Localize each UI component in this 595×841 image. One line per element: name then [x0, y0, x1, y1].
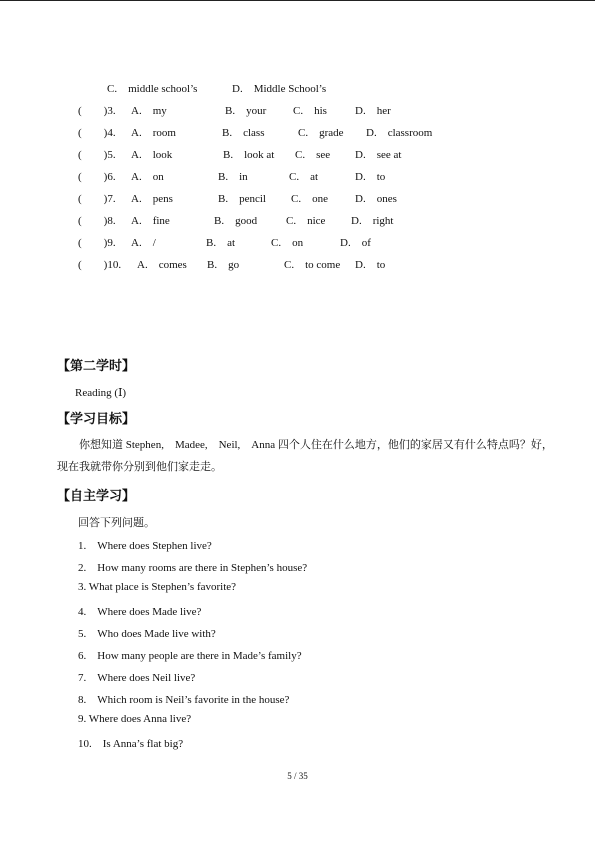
option-b: B. go	[207, 259, 240, 271]
learning-goals-text: 你想知道 Stephen, Madee, Neil, Anna 四个人住在什么地方，他们的家居又有什么特点吗？好，现在我就带你分别到他们家走走。	[57, 439, 553, 473]
option-a: A. fine	[131, 215, 170, 227]
option-d: D. see at	[355, 149, 402, 161]
mc-question-row	[0, 124, 595, 138]
question-number: ( )9.	[78, 237, 116, 249]
option-d: D. classroom	[366, 127, 433, 139]
mc-question-row	[0, 212, 595, 226]
option-c: C. grade	[298, 127, 344, 139]
option-c: C. at	[289, 171, 319, 183]
option-d: D. ones	[355, 193, 397, 205]
mc-question-row	[0, 190, 595, 204]
question-number: ( )6.	[78, 171, 116, 183]
answer-prompt: 回答下列问题。	[78, 517, 155, 529]
option-c: C. on	[271, 237, 304, 249]
option-c: C. nice	[286, 215, 326, 227]
option-b: B. good	[214, 215, 258, 227]
reading-label: Reading (Ⅰ)	[75, 387, 127, 399]
option-d: D. right	[351, 215, 394, 227]
option-b: B. at	[206, 237, 236, 249]
mc-question-row	[0, 234, 595, 248]
study-question: 6. How many people are there in Made’s family?	[78, 650, 302, 662]
study-question: 5. Who does Made live with?	[78, 628, 216, 640]
option-a: A. /	[131, 237, 156, 249]
study-question: 8. Which room is Neil’s favorite in the house?	[78, 694, 290, 706]
study-question: 7. Where does Neil live?	[78, 672, 196, 684]
mc-question-row	[0, 168, 595, 182]
page-top-border	[0, 0, 595, 1]
page-number: 5 / 35	[287, 771, 308, 781]
study-question: 1. Where does Stephen live?	[78, 540, 212, 552]
option-c: C. his	[293, 105, 327, 117]
study-question: 2. How many rooms are there in Stephen’s house?	[78, 562, 308, 574]
option-a: A. pens	[131, 193, 173, 205]
study-question: 9. Where does Anna live?	[78, 713, 192, 725]
self-study-title: 【自主学习】	[57, 489, 136, 504]
learning-goals-title: 【学习目标】	[57, 412, 136, 427]
option-d: D. to	[355, 171, 386, 183]
option-c: C. to come	[284, 259, 341, 271]
option-a: A. comes	[137, 259, 187, 271]
mc-question-row	[0, 146, 595, 160]
question-number: ( )3.	[78, 105, 116, 117]
question-number: ( )7.	[78, 193, 116, 205]
options-line	[0, 80, 595, 94]
option-d: D. Middle School’s	[232, 83, 327, 95]
option-c: C. middle school’s	[107, 83, 198, 95]
option-d: D. to	[355, 259, 386, 271]
study-question: 3. What place is Stephen’s favorite?	[78, 581, 237, 593]
option-b: B. in	[218, 171, 248, 183]
option-a: A. my	[131, 105, 167, 117]
section-title: 【第二学时】	[57, 359, 136, 374]
option-a: A. room	[131, 127, 176, 139]
study-question: 4. Where does Made live?	[78, 606, 202, 618]
question-number: ( )8.	[78, 215, 116, 227]
option-b: B. class	[222, 127, 265, 139]
option-c: C. see	[295, 149, 331, 161]
option-c: C. one	[291, 193, 328, 205]
question-number: ( )5.	[78, 149, 116, 161]
mc-question-row	[0, 256, 595, 270]
option-b: B. your	[225, 105, 267, 117]
study-question: 10. Is Anna’s flat big?	[78, 738, 184, 750]
question-number: ( )10.	[78, 259, 122, 271]
option-b: B. pencil	[218, 193, 266, 205]
option-b: B. look at	[223, 149, 275, 161]
option-d: D. of	[340, 237, 371, 249]
question-number: ( )4.	[78, 127, 116, 139]
mc-question-row	[0, 102, 595, 116]
option-a: A. on	[131, 171, 164, 183]
option-a: A. look	[131, 149, 173, 161]
option-d: D. her	[355, 105, 391, 117]
